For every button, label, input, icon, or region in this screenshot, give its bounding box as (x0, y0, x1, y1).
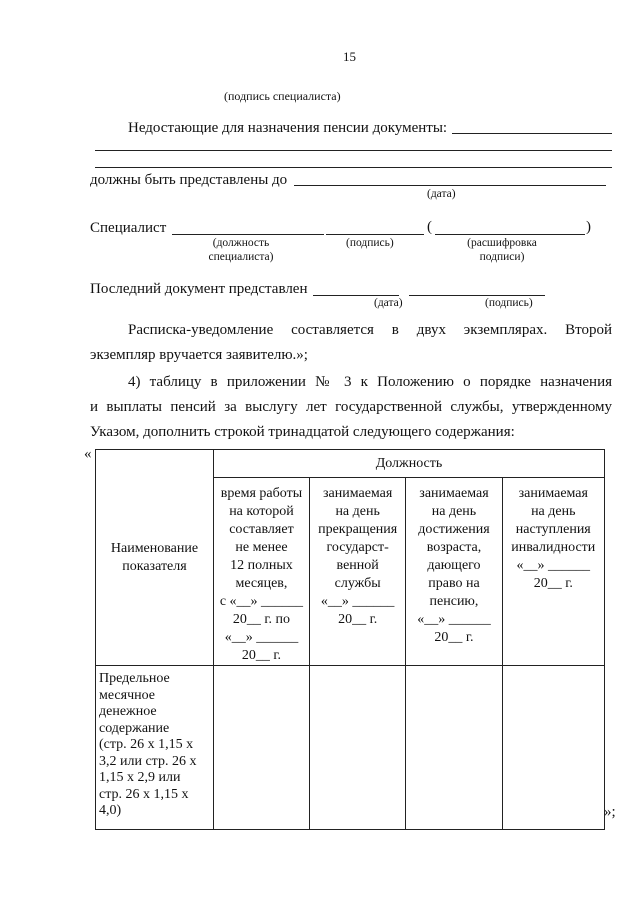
col2-line: государст- (326, 540, 389, 555)
last-doc-sign-line (409, 295, 545, 296)
col3-line: на день (431, 504, 477, 519)
row-label-line: 3,2 или стр. 26 x (99, 753, 197, 769)
missing-docs-line-3 (95, 167, 612, 168)
col1-line: 12 полных (230, 558, 293, 573)
missing-docs-label: Недостающие для назначения пенсии документы: (128, 120, 448, 136)
col3-date2: 20__ г. (434, 630, 474, 645)
col1-date1: с «__» ______ (219, 594, 304, 609)
col1-date4: 20__ г. (241, 648, 282, 663)
caption-signature: (подпись) (346, 237, 394, 249)
para1-line2: экземпляр вручается заявителю.»; (90, 347, 308, 363)
caption-decode-1: (расшифровка (467, 237, 537, 249)
col3-line: пенсию, (429, 594, 479, 609)
col3-line: дающего (427, 558, 481, 573)
row-label-line: (стр. 26 x 1,15 x (99, 737, 194, 752)
col3-line: возраста, (426, 540, 482, 555)
column-cell-2 (309, 478, 405, 666)
col4-date2: 20__ г. (533, 576, 573, 591)
col3-line: занимаемая (419, 486, 489, 501)
row-label-line: содержание (99, 720, 170, 736)
para2-line2: и выплаты пенсий за выслугу лет государственной службы, утвержденному (90, 399, 612, 415)
caption-decode-2: подписи) (479, 251, 525, 263)
col2-date1: «__» ______ (320, 594, 395, 609)
col2-line: на день (335, 504, 380, 519)
indicator-header-cell (96, 450, 214, 666)
col1-line: месяцев, (235, 576, 288, 591)
col4-line: занимаемая (518, 486, 588, 501)
last-doc-date-line (313, 295, 399, 296)
col4-line: на день (531, 504, 576, 519)
paren-close: ) (586, 219, 591, 235)
empty-cell (406, 666, 502, 830)
col1-line: составляет (229, 522, 294, 537)
col4-line: инвалидности (511, 540, 596, 555)
last-doc-date-caption: (дата) (374, 297, 403, 309)
col4-date1: «__» ______ (516, 558, 591, 573)
col2-date2: 20__ г. (338, 612, 378, 627)
open-quote: « (84, 446, 92, 462)
row-label-line: Предельное (99, 671, 170, 686)
column-cell-1 (213, 478, 309, 666)
col3-line: достижения (418, 522, 490, 537)
row-label-line: денежное (99, 704, 157, 719)
last-doc-label: Последний документ представлен (90, 281, 308, 297)
specialist-decode-line (435, 234, 585, 235)
col2-line: занимаемая (322, 486, 393, 501)
missing-docs-line-2 (95, 150, 612, 151)
row-label-line: стр. 26 x 1,15 x (99, 786, 189, 802)
last-doc-sign-caption: (подпись) (485, 297, 533, 309)
column-cell-4 (502, 478, 604, 666)
para1-line1: Расписка-уведомление составляется в двух экземплярах. Второй (128, 322, 612, 338)
row-label-line: 4,0) (99, 803, 122, 818)
col1-line: на которой (229, 504, 294, 519)
position-header-cell (213, 450, 604, 478)
indicator-header-line2: показателя (122, 558, 187, 574)
position-header: Должность (375, 455, 443, 471)
para2-line1: 4) таблицу в приложении № 3 к Положению о порядке назначения (128, 374, 612, 390)
column-cell-3 (406, 478, 502, 666)
row-label-cell (96, 666, 214, 830)
caption-position-1: (должность (212, 237, 270, 249)
deadline-date-line (294, 185, 606, 186)
paren-open: ( (427, 219, 432, 235)
specialist-signature-line (326, 234, 424, 235)
col1-line: время работы (220, 486, 303, 501)
deadline-date-caption: (дата) (427, 188, 456, 200)
specialist-label: Специалист (90, 220, 167, 236)
specialist-position-line (172, 234, 324, 235)
deadline-label: должны быть представлены до (90, 172, 288, 188)
pension-table (95, 449, 605, 830)
col1-date2: 20__ г. по (232, 612, 291, 627)
col3-date1: «__» ______ (417, 612, 491, 627)
col3-line: право на (428, 576, 480, 591)
col4-line: наступления (515, 522, 591, 537)
page-number: 15 (343, 49, 356, 64)
close-quote: »; (604, 804, 616, 820)
indicator-header-line1: Наименование (110, 540, 199, 556)
col1-line: не менее (235, 540, 288, 555)
row-label-line: 1,15 x 2,9 или (99, 770, 181, 785)
empty-cell (213, 666, 309, 830)
col2-line: венной (336, 558, 379, 573)
specialist-signature-caption: (подпись специалиста) (224, 89, 341, 103)
col2-line: службы (334, 576, 381, 591)
caption-position-2: специалиста) (208, 251, 274, 263)
empty-cell (502, 666, 604, 830)
para2-line3: Указом, дополнить строкой тринадцатой следующего содержания: (90, 424, 515, 440)
missing-docs-line (452, 133, 612, 134)
col1-date3: «__» ______ (224, 630, 299, 645)
empty-cell (309, 666, 405, 830)
row-label-line: месячное (99, 687, 155, 703)
col2-line: прекращения (318, 522, 398, 537)
